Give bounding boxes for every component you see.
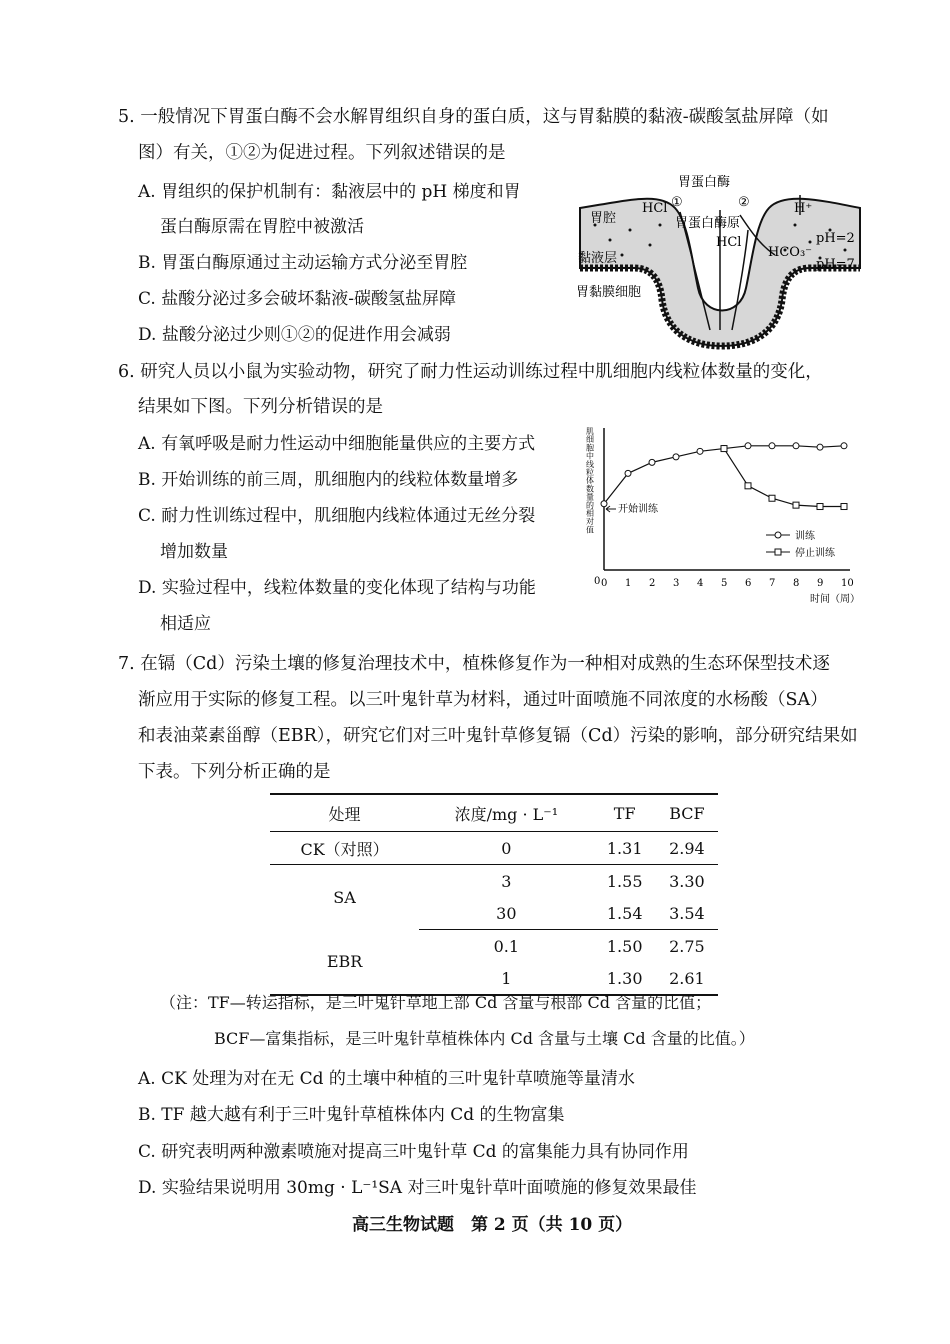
q7-stem-line3: 和表油菜素甾醇（EBR），研究它们对三叶鬼针草修复镉（Cd）污染的影响，部分研究结果如 xyxy=(138,726,858,746)
x-tick-label: 9 xyxy=(817,578,824,589)
label-ph2: pH=2 xyxy=(816,231,855,246)
cell-conc: 30 xyxy=(419,897,593,930)
label-mucus-layer: 黏液层 xyxy=(578,251,618,266)
q6-option-d-line1: D. 实验过程中，线粒体数量的变化体现了结构与功能 xyxy=(138,578,536,598)
data-point xyxy=(625,470,631,476)
x-tick-label: 4 xyxy=(697,578,704,589)
x-tick-label: 8 xyxy=(793,578,800,589)
header-tf: TF xyxy=(594,794,656,832)
cell-conc: 1 xyxy=(419,962,593,995)
data-point xyxy=(697,448,703,454)
header-bcf: BCF xyxy=(656,794,718,832)
data-point xyxy=(769,495,775,501)
table-header-row xyxy=(270,794,718,832)
annotation-arrow xyxy=(606,506,616,512)
y-axis-label: 肌细胞中线粒体数量的相对值 xyxy=(586,427,594,535)
page-footer: 高三生物试题 第 2 页（共 10 页） xyxy=(352,1215,633,1235)
legend-training: 训练 xyxy=(795,531,815,542)
chart-legend xyxy=(766,529,836,559)
label-hcl-top: HCl xyxy=(642,201,668,216)
header-concentration: 浓度/mg · L⁻¹ xyxy=(419,794,593,832)
label-gastric-cavity: 胃腔 xyxy=(590,211,617,226)
cell-tf: 1.55 xyxy=(606,871,643,891)
y-origin-label: 0 xyxy=(594,576,601,587)
q6-option-b: B. 开始训练的前三周，肌细胞内的线粒体数量增多 xyxy=(138,470,519,490)
cell-tf: 1.50 xyxy=(606,936,643,956)
label-pepsin: 胃蛋白酶 xyxy=(678,175,731,190)
data-point xyxy=(601,501,607,507)
cell-tf: 1.54 xyxy=(594,897,656,930)
series-line-stop-training xyxy=(724,449,844,507)
data-point xyxy=(721,446,727,452)
cell-treatment: SA xyxy=(333,887,356,907)
label-hco3: HCO₃⁻ xyxy=(768,245,813,260)
q7-stem-line1: 7. 在镉（Cd）污染土壤的修复治理技术中，植株修复作为一种相对成熟的生态环保型技术逐 xyxy=(118,654,830,674)
cell-treatment: CK（对照） xyxy=(270,832,419,865)
q7-stem-line2: 渐应用于实际的修复工程。以三叶鬼针草为材料，通过叶面喷施不同浓度的水杨酸（SA） xyxy=(138,690,828,710)
data-point xyxy=(841,504,847,510)
cell-bcf: 3.30 xyxy=(669,871,705,891)
x-axis-label: 时间（周） xyxy=(810,594,860,605)
q5-stem-line2: 图）有关，①②为促进过程。下列叙述错误的是 xyxy=(138,143,506,163)
q6-option-c-line2: 增加数量 xyxy=(160,542,228,562)
label-circle-1: ① xyxy=(671,195,683,210)
table-note-line1: （注：TF—转运指标，是三叶鬼针草地上部 Cd 含量与根部 Cd 含量的比值； xyxy=(160,993,712,1012)
q7-option-b: B. TF 越大越有利于三叶鬼针草植株体内 Cd 的生物富集 xyxy=(138,1105,565,1125)
x-tick-label: 10 xyxy=(841,578,854,589)
mitochondria-line-chart xyxy=(578,420,868,620)
q6-option-d-line2: 相适应 xyxy=(160,614,211,634)
q6-option-a: A. 有氧呼吸是耐力性运动中细胞能量供应的主要方式 xyxy=(138,434,536,454)
data-point xyxy=(817,444,823,450)
legend-stop-training: 停止训练 xyxy=(795,548,835,559)
q5-option-d: D. 盐酸分泌过少则①②的促进作用会减弱 xyxy=(138,325,451,345)
q5-option-c: C. 盐酸分泌过多会破坏黏液-碳酸氢盐屏障 xyxy=(138,289,456,309)
label-circle-2: ② xyxy=(738,195,750,210)
table-note-line2: BCF—富集指标，是三叶鬼针草植株体内 Cd 含量与土壤 Cd 含量的比值。） xyxy=(214,1029,755,1048)
series-line-training xyxy=(604,446,844,504)
x-tick-label: 3 xyxy=(673,578,680,589)
table-row xyxy=(270,865,718,898)
q5-mucus-barrier-diagram xyxy=(570,170,870,350)
x-tick-label: 0 xyxy=(601,578,608,589)
cd-results-table xyxy=(270,793,718,996)
q6-option-c-line1: C. 耐力性训练过程中，肌细胞内线粒体通过无丝分裂 xyxy=(138,506,536,526)
data-point xyxy=(745,443,751,449)
label-ph7: pH=7 xyxy=(816,257,855,272)
data-point xyxy=(793,502,799,508)
start-training-annotation: 开始训练 xyxy=(618,504,658,515)
cell-conc: 3 xyxy=(501,871,512,891)
label-mucosal-cells: 胃黏膜细胞 xyxy=(576,285,642,300)
q5-option-b: B. 胃蛋白酶原通过主动运输方式分泌至胃腔 xyxy=(138,253,468,273)
data-point xyxy=(793,443,799,449)
x-tick-label: 5 xyxy=(721,578,728,589)
header-treatment: 处理 xyxy=(270,794,419,832)
x-tick-label: 1 xyxy=(625,578,632,589)
q7-option-d: D. 实验结果说明用 30mg · L⁻¹SA 对三叶鬼针草叶面喷施的修复效果最佳 xyxy=(138,1178,697,1198)
q7-option-c: C. 研究表明两种激素喷施对提高三叶鬼针草 Cd 的富集能力具有协同作用 xyxy=(138,1142,689,1162)
data-point xyxy=(769,443,775,449)
cell-conc: 0 xyxy=(419,832,593,865)
x-tick-label: 6 xyxy=(745,578,752,589)
q6-stem-line2: 结果如下图。下列分析错误的是 xyxy=(138,397,383,417)
label-hcl-right: HCl xyxy=(716,235,742,250)
cell-tf: 1.30 xyxy=(594,962,656,995)
table-row xyxy=(270,930,718,963)
cell-bcf: 3.54 xyxy=(656,897,718,930)
x-tick-label: 2 xyxy=(649,578,656,589)
cell-treatment: EBR xyxy=(270,930,419,996)
label-h-plus: H⁺ xyxy=(794,201,813,216)
data-point xyxy=(649,459,655,465)
q5-option-a-line2: 蛋白酶原需在胃腔中被激活 xyxy=(160,217,364,237)
q6-stem-line1: 6. 研究人员以小鼠为实验动物，研究了耐力性运动训练过程中肌细胞内线粒体数量的变化， xyxy=(118,362,823,382)
cell-bcf: 2.75 xyxy=(669,936,705,956)
data-point xyxy=(841,443,847,449)
cell-bcf: 2.94 xyxy=(656,832,718,865)
label-pepsinogen: 胃蛋白酶原 xyxy=(675,216,741,231)
q5-option-a-line1: A. 胃组织的保护机制有：黏液层中的 pH 梯度和胃 xyxy=(138,182,521,202)
x-tick-label: 7 xyxy=(769,578,776,589)
data-point xyxy=(745,483,751,489)
cell-tf: 1.31 xyxy=(594,832,656,865)
data-point xyxy=(673,454,679,460)
cell-conc: 0.1 xyxy=(493,936,520,956)
q7-option-a: A. CK 处理为对在无 Cd 的土壤中种植的三叶鬼针草喷施等量清水 xyxy=(138,1069,635,1089)
cell-bcf: 2.61 xyxy=(656,962,718,995)
data-point xyxy=(817,504,823,510)
q7-stem-line4: 下表。下列分析正确的是 xyxy=(138,762,331,782)
q5-stem-line1: 5. 一般情况下胃蛋白酶不会水解胃组织自身的蛋白质，这与胃黏膜的黏液-碳酸氢盐屏障（如 xyxy=(118,107,829,127)
table-row xyxy=(270,832,718,865)
